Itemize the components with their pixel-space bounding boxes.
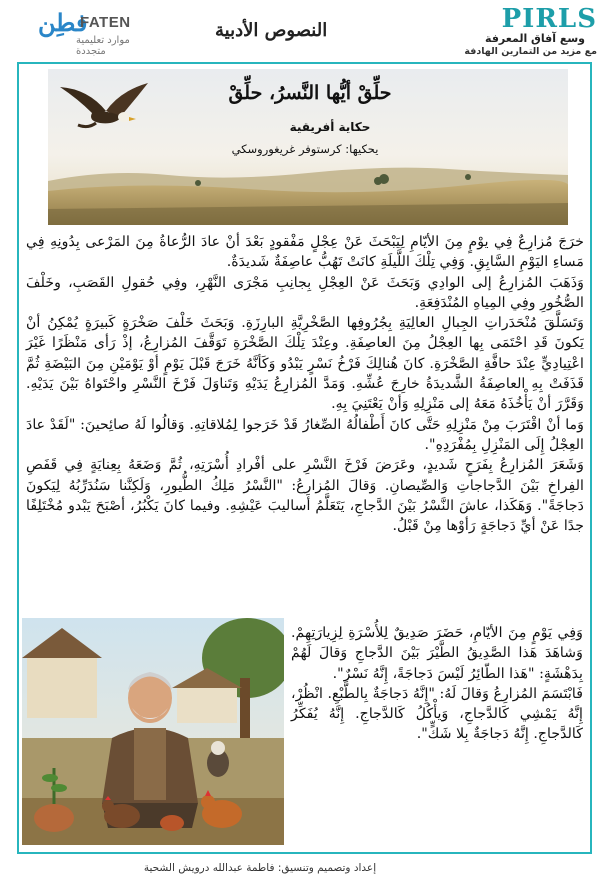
faten-logo-latin: FATEN — [80, 14, 131, 31]
story-paragraph: وَشَعَرَ المُزارِعُ بِفَرَحٍ شَديدٍ، وعَرَضَ فَرْخَ النَّسْرِ على أفْرادِ أُسْرَتِهِ، ثُمَّ وَضَعَهُ بِعِنايَةٍ فِي قَفَصِ الفِراخِ بَيْنَ الدَّجاجاتِ وَالصِّيصانِ. وَقالَ المُزارِعُ: "النَّسْرُ مَلِكُ الطُّيورِ، وَلَكِنَّنا سَنُدَرِّبُهُ لِيَكونَ دَجاجَةً". وَهَكَذا، عاشَ النَّسْرُ بَيْنَ الدَّجاجِ، يَتَعَلَّمُ أساليبَ عَيْشِهِ. وفيما كانَ يَكْبُرُ، أصْبَحَ يَبْدو مُخْتَلِفًا جدًا عَنْ أيِّ دَجاجَةٍ رَأوْها مِنْ قَبْلُ. — [26, 457, 584, 535]
story-genre: حكاية أفريقية — [289, 120, 371, 134]
pirls-tagline-1: وسع آفاق المعرفة — [485, 32, 585, 45]
story-paragraph: خرَجَ مُزارِعٌ فِي يوْمٍ مِنَ الأيّامِ لِيَبْحَثَ عَنْ عِجْلٍ مَفْقودٍ بَعْدَ أنْ عادَ الرُّعاةُ مِنَ المَرْعى بِدُونِهِ فِي مَساءِ اليَوْمِ السَّابِقِ. وَفِي تِلْكَ اللَّيلَةِ كانَتْ تَهُبُّ عاصِفَةٌ شَديدَةٌ. — [26, 234, 584, 271]
farmer-illustration — [22, 618, 284, 845]
story-body-continued — [291, 623, 583, 745]
story-narrator: يحكيها: كرستوفر غريغوروسكي — [231, 142, 379, 156]
pirls-logo — [430, 4, 605, 58]
faten-tagline: موارد تعليمية متجددة — [76, 35, 130, 57]
credits-footer: إعداد وتصميم وتنسيق: فاطمة عبدالله درويش الشحية — [143, 862, 377, 874]
faten-logo-arabic: فطِن — [38, 8, 88, 37]
story-paragraph: وَما أنْ اقْتَرَبَ مِنْ مَنْزِلِهِ حَتَّى كانَ أَطْفالُهُ الصِّغارُ قَدْ خَرَجوا لِمُلاقاتِهِ. وَقالُوا لَهُ صائِحينَ: "لَقَدْ عادَ العِجْلُ إِلَى المَنْزِلِ بِمُفْرَدِهِ". — [26, 416, 584, 453]
pirls-logo-word: PIRLS — [501, 4, 597, 34]
faten-logo — [38, 8, 148, 57]
story-paragraph: وَفِي يَوْمٍ مِنَ الأيّامِ، حَضَرَ صَدِيقٌ لِلأُسْرَةِ لِزِيارَتِهِمْ. وَشاهَدَ هَذا الصَّدِيقُ الطَّيْرَ بَيْنَ الدَّجاجِ وَقالَ لَهُمْ بِدَهْشَةٍ: "هَذا الطّائِرُ لَيْسَ دَجاجَةً، إِنَّهُ نَسْرٌ". — [291, 625, 583, 682]
page-header — [0, 0, 613, 62]
story-paragraph: فَابْتَسَمَ المُزارِعُ وَقالَ لَهُ: "إِنَّهُ دَجاجَةٌ بِالطَّبْعِ. انْظُرْ، إِنَّهُ يَمْشِي كَالدَّجاجِ، وَيأْكُلُ كَالدَّجاجِ. إِنَّهُ يُفَكِّرُ كَالدَّجاجِ. إِنَّهُ دَجاجَةٌ بِلا شَكٍّ". — [291, 685, 583, 743]
farmer-with-chickens-image — [22, 618, 284, 845]
story-title: حلِّقْ أيُّها النَّسرُ، حلِّقْ — [228, 82, 392, 104]
pirls-tagline-2: مع مزيد من التمارين الهادفة — [464, 46, 597, 57]
story-paragraph: وَذَهَبَ المُزارِعُ إلى الوادِي وَبَحَثَ عَنْ العِجْلِ بِجانِبِ مَجْرَى النَّهْرِ، وفِي حُقولِ القَصَبِ، وخَلْفَ الصُّخُورِ وفِي المِياهِ المُنْدَفِعَةِ. — [26, 274, 584, 311]
section-title: النصوص الأدبية — [215, 20, 328, 41]
story-paragraph: وَتَسَلَّقَ مُنْحَدَراتِ الجِبالِ العالِيَةِ بِجُرُوفِها الصَّخْرِيَّةِ البارِزَةِ. وَبَحَثَ خَلْفَ صَخْرَةٍ كَبيرَةٍ يُمْكِنُ أنْ يَكونَ قَدِ احْتَمَى بِها العِجْلُ مِنَ العاصِفَةِ. وعِنْدَ تِلْكَ الصَّخْرَةِ تَوَقَّفَ المُزارِعُ، إذْ رَأى مَنْظَرًا غَيْرَ اعْتِيادِيٍّ عِنْدَ حافَّةِ الصَّخْرَةِ. كانَ هُنالِكَ فَرْخُ نَسْرٍ يَبْدُو وَكَأنَّهُ خَرَجَ قَبْلَ يَوْمٍ أوْ يَوْمَيْنِ مِنَ البَيْضَةِ ثُمَّ قَذَفَتْ بِهِ العاصِفَةُ الشَّديدَةُ خارِجَ عُشِّهِ. وَمَدَّ المُزارِعُ يَدَيْهِ وَتَناوَلَ فَرْخَ النَّسْرِ واحْتَواهُ بَيْنَ يَدَيْهِ. وَقَرَّرَ أنْ يَأْخُذَهُ مَعَهُ إلى مَنْزِلِهِ وَأنْ يَعْتَنِيَ بِهِ. — [26, 315, 584, 413]
story-body — [26, 232, 584, 536]
